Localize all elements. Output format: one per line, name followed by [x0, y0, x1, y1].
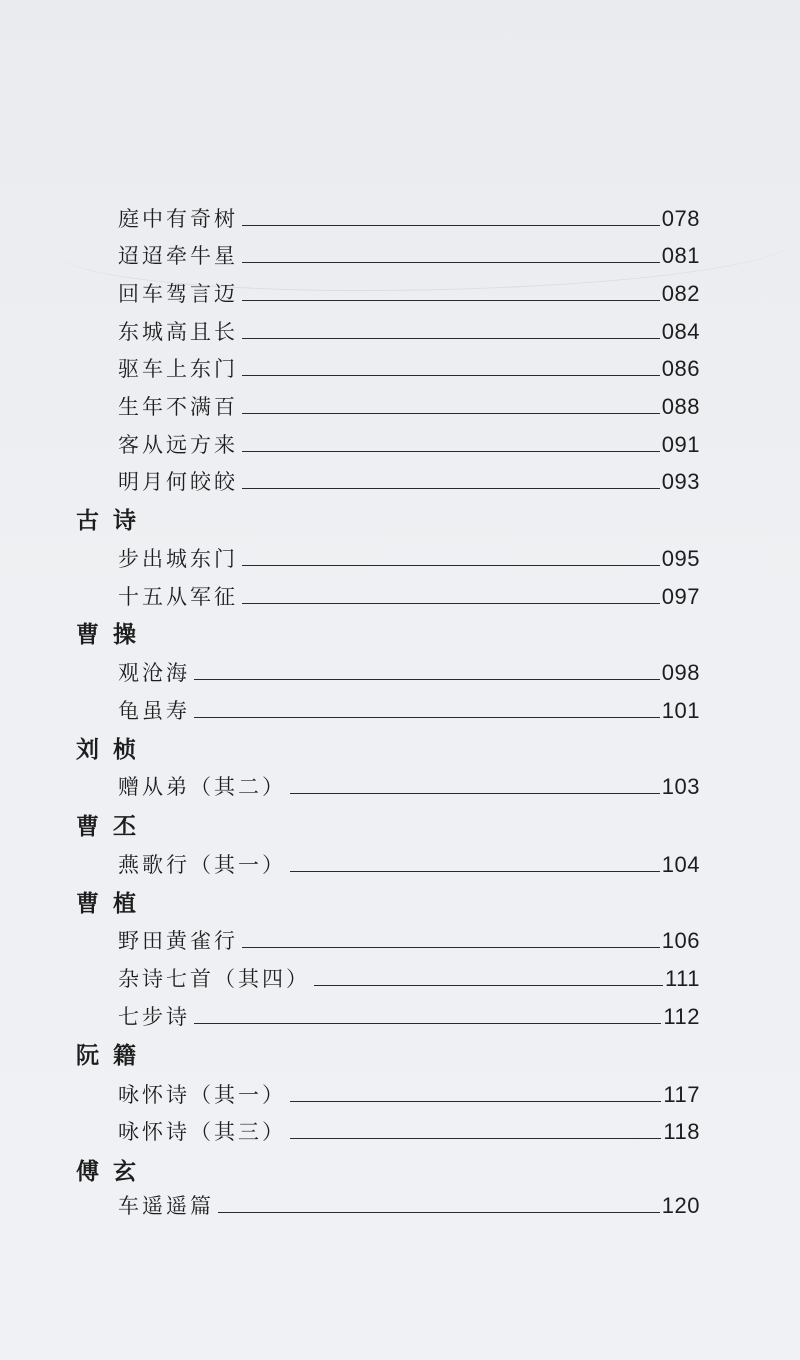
entry-title: 咏怀诗（其三）	[118, 1120, 286, 1144]
entry-title: 东城高且长	[118, 320, 238, 344]
toc-entry[interactable]	[118, 237, 700, 271]
leader-line	[194, 1023, 661, 1024]
toc-entry[interactable]	[118, 200, 700, 234]
entry-title: 赠从弟（其二）	[118, 775, 286, 799]
toc-entry[interactable]	[118, 692, 700, 726]
toc-entry[interactable]	[118, 313, 700, 347]
entry-title: 生年不满百	[118, 395, 238, 419]
leader-line	[242, 413, 660, 414]
toc-entry[interactable]	[118, 275, 700, 309]
section-heading: 古诗	[76, 508, 150, 534]
entry-title: 驱车上东门	[118, 357, 238, 381]
entry-title: 咏怀诗（其一）	[118, 1083, 286, 1107]
entry-title: 回车驾言迈	[118, 282, 238, 306]
entry-page: 104	[661, 852, 700, 877]
leader-line	[242, 225, 660, 226]
toc-entry[interactable]	[118, 1113, 700, 1147]
entry-title: 明月何皎皎	[118, 470, 238, 494]
section-heading: 曹操	[76, 622, 150, 648]
section-heading: 刘桢	[76, 737, 150, 763]
entry-page: 095	[661, 546, 700, 571]
entry-title: 观沧海	[118, 661, 190, 685]
toc-entry[interactable]	[118, 998, 700, 1032]
entry-page: 078	[661, 206, 700, 231]
entry-page: 106	[661, 928, 700, 953]
entry-page: 082	[661, 281, 700, 306]
entry-page: 101	[661, 698, 700, 723]
toc-entry[interactable]	[118, 846, 700, 880]
leader-line	[194, 679, 660, 680]
leader-line	[194, 717, 660, 718]
leader-line	[242, 300, 660, 301]
entry-page: 088	[661, 394, 700, 419]
entry-page: 091	[661, 432, 700, 457]
entry-page: 103	[661, 774, 700, 799]
leader-line	[242, 947, 660, 948]
toc-entry[interactable]	[118, 1187, 700, 1221]
leader-line	[242, 565, 660, 566]
entry-title: 车遥遥篇	[118, 1194, 214, 1218]
entry-page: 084	[661, 319, 700, 344]
leader-line	[290, 1101, 661, 1102]
section-heading: 曹植	[76, 891, 150, 917]
toc-entry[interactable]	[118, 768, 700, 802]
entry-title: 步出城东门	[118, 547, 238, 571]
toc-entry[interactable]	[118, 578, 700, 612]
entry-page: 118	[663, 1119, 700, 1144]
toc-entry[interactable]	[118, 654, 700, 688]
leader-line	[290, 793, 660, 794]
entry-page: 098	[661, 660, 700, 685]
entry-title: 燕歌行（其一）	[118, 853, 286, 877]
entry-page: 093	[661, 469, 700, 494]
entry-page: 081	[661, 243, 700, 268]
entry-page: 112	[663, 1004, 700, 1029]
section-heading: 傅玄	[76, 1159, 150, 1185]
toc-entry[interactable]	[118, 960, 700, 994]
toc-entry[interactable]	[118, 350, 700, 384]
leader-line	[314, 985, 663, 986]
leader-line	[242, 451, 660, 452]
leader-line	[218, 1212, 660, 1213]
toc-entry[interactable]	[118, 540, 700, 574]
entry-page: 120	[661, 1193, 700, 1218]
entry-title: 野田黄雀行	[118, 929, 238, 953]
entry-page: 117	[663, 1082, 700, 1107]
section-heading: 曹丕	[76, 814, 150, 840]
entry-title: 迢迢牵牛星	[118, 244, 238, 268]
leader-line	[242, 488, 660, 489]
section-heading: 阮籍	[76, 1043, 150, 1069]
leader-line	[242, 375, 660, 376]
entry-title: 杂诗七首（其四）	[118, 967, 310, 991]
leader-line	[290, 1138, 661, 1139]
entry-page: 086	[661, 356, 700, 381]
toc-entry[interactable]	[118, 463, 700, 497]
leader-line	[242, 338, 660, 339]
leader-line	[290, 871, 660, 872]
toc-entry[interactable]	[118, 922, 700, 956]
entry-title: 龟虽寿	[118, 699, 190, 723]
entry-title: 七步诗	[118, 1005, 190, 1029]
leader-line	[242, 262, 660, 263]
entry-title: 庭中有奇树	[118, 207, 238, 231]
leader-line	[242, 603, 660, 604]
toc-entry[interactable]	[118, 388, 700, 422]
entry-title: 十五从军征	[118, 585, 238, 609]
toc-entry[interactable]	[118, 426, 700, 460]
entry-title: 客从远方来	[118, 433, 238, 457]
toc-entry[interactable]	[118, 1076, 700, 1110]
entry-page: 111	[665, 966, 700, 991]
entry-page: 097	[661, 584, 700, 609]
